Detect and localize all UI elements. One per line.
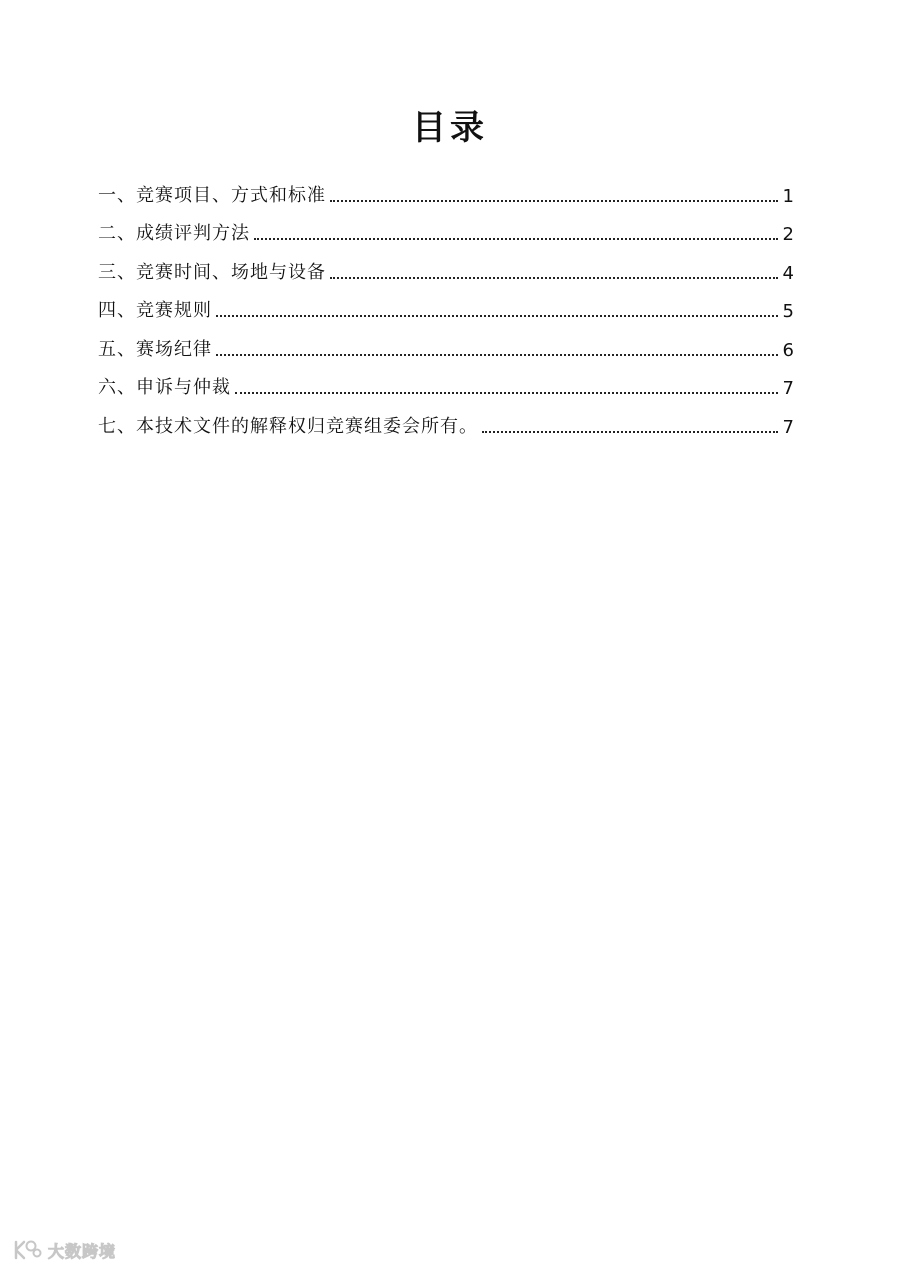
toc-list bbox=[98, 168, 794, 438]
toc-entry-label: 七、本技术文件的解释权归竞赛组委会所有。 bbox=[98, 415, 478, 437]
toc-title: 目录 bbox=[412, 108, 488, 148]
toc-entry[interactable] bbox=[98, 284, 794, 323]
toc-dot-leader bbox=[482, 431, 778, 433]
toc-entry[interactable] bbox=[98, 207, 794, 246]
toc-entry-page: 4 bbox=[782, 262, 794, 284]
toc-dot-leader bbox=[330, 277, 778, 279]
toc-entry[interactable] bbox=[98, 361, 794, 400]
toc-entry[interactable] bbox=[98, 399, 794, 438]
toc-entry-page: 5 bbox=[782, 301, 794, 322]
toc-entry-page: 6 bbox=[782, 339, 794, 361]
toc-entry-label: 四、竞赛规则 bbox=[98, 300, 212, 321]
toc-dot-leader bbox=[330, 200, 778, 202]
toc-entry-label: 三、竞赛时间、场地与设备 bbox=[98, 261, 326, 283]
toc-dot-leader bbox=[216, 315, 778, 317]
toc-dot-leader bbox=[216, 354, 778, 356]
toc-entry[interactable] bbox=[98, 245, 794, 284]
toc-entry-label: 五、赛场纪律 bbox=[98, 338, 212, 360]
toc-entry-label: 六、申诉与仲裁 bbox=[98, 377, 231, 398]
toc-dot-leader bbox=[254, 238, 778, 240]
brand-logo-icon bbox=[12, 1238, 42, 1262]
toc-dot-leader bbox=[235, 392, 778, 394]
watermark bbox=[12, 1238, 116, 1262]
toc-entry[interactable] bbox=[98, 322, 794, 361]
toc-entry-page: 7 bbox=[782, 416, 794, 438]
toc-entry-label: 二、成绩评判方法 bbox=[98, 223, 250, 244]
toc-entry-page: 7 bbox=[782, 378, 794, 399]
toc-entry-label: 一、竞赛项目、方式和标准 bbox=[98, 184, 326, 206]
toc-entry-page: 1 bbox=[782, 185, 794, 207]
toc-entry[interactable] bbox=[98, 168, 794, 207]
toc-entry-page: 2 bbox=[782, 224, 794, 245]
watermark-text: 大数跨境 bbox=[48, 1241, 117, 1261]
